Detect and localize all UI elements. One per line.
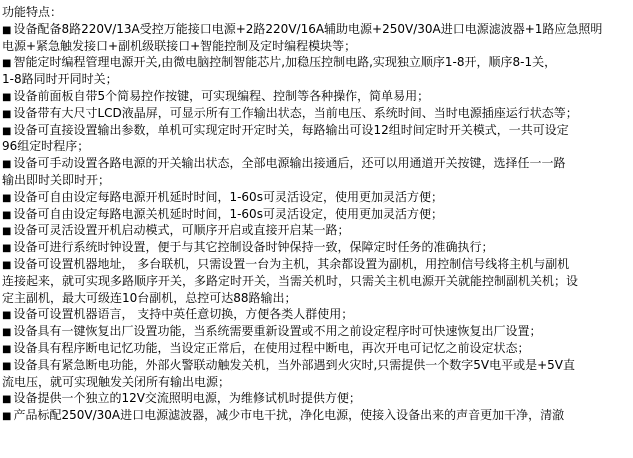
feature-text: 电源+紧急触发接口+副机级联接口+智能控制及定时编程模块等； [2, 38, 357, 53]
feature-text: 设备带有大尺寸LCD液晶屏，可显示所有工作输出状态，当前电压、系统时间、当时电源插座运行状态等； [13, 105, 578, 120]
feature-item [2, 206, 633, 223]
bullet-square-icon: ■ [2, 243, 12, 255]
bullet-square-icon: ■ [2, 192, 12, 204]
feature-text: 1-8路同时开同时关； [2, 72, 118, 87]
bullet-square-icon: ■ [2, 91, 12, 103]
bullet-square-icon: ■ [2, 58, 12, 70]
bullet-square-icon: ■ [2, 159, 12, 171]
bullet-square-icon: ■ [2, 394, 12, 406]
bullet-square-icon: ■ [2, 360, 12, 372]
feature-text: 输出即时关即时开； [2, 172, 111, 187]
feature-item [2, 88, 633, 105]
feature-text: 设备可自由设定每路电源开机延时时间，1-60s可灵活设定，使用更加灵活方便； [13, 189, 443, 204]
bullet-square-icon: ■ [2, 108, 12, 120]
feature-text: 设备可自由设定每路电源关机延时时间，1-60s可灵活设定，使用更加灵活方便； [13, 206, 443, 221]
feature-text: 智能定时编程管理电源开关,由微电脑控制智能芯片,加稳压控制电路,实现独立顺序1-8开，顺序8-1关， [13, 55, 557, 70]
feature-item-continuation [2, 138, 633, 155]
feature-heading: 功能特点： [2, 5, 63, 19]
bullet-square-icon: ■ [2, 411, 12, 423]
feature-text: 设备配备8路220V/13A受控万能接口电源+2路220V/16A辅助电源+250V/30A进口电源滤波器+1路应急照明 [13, 21, 603, 36]
bullet-square-icon: ■ [2, 259, 12, 271]
feature-item [2, 340, 633, 357]
feature-item-continuation [2, 374, 633, 391]
bullet-square-icon: ■ [2, 310, 12, 322]
feature-text: 设备具有一键恢复出厂设置功能，当系统需要重新设置或不用之前设定程序时可快速恢复出厂设置； [13, 324, 542, 339]
feature-text: 设备可设置机器语言， 支持中英任意切换，方便各类人群使用； [13, 307, 354, 322]
feature-item-continuation [2, 273, 633, 290]
feature-text: 96组定时程序； [2, 139, 90, 154]
feature-item-continuation [2, 290, 633, 307]
feature-item-continuation [2, 172, 633, 189]
feature-text: 设备可直接设置输出参数，单机可实现定时开定时关，每路输出可设12组时间定时开关模式，一共可设定 [13, 122, 569, 137]
bullet-square-icon: ■ [2, 327, 12, 339]
feature-text: 连接起来，就可实现多路顺序开关，多路定时开关，当需关机时，只需关主机电源开关就能控制副机关机；设 [2, 273, 579, 288]
feature-item [2, 189, 633, 206]
feature-item-continuation [2, 71, 633, 88]
bullet-square-icon: ■ [2, 209, 12, 221]
bullet-square-icon: ■ [2, 343, 12, 355]
feature-text: 设备提供一个独立的12V交流照明电源，为维修试机时提供方便； [13, 391, 361, 406]
feature-item-continuation [2, 38, 633, 55]
feature-text: 产品标配250V/30A进口电源滤波器，减少市电干扰，净化电源，使接入设备出来的声音更加干净，清澈 [13, 408, 565, 423]
feature-item [2, 407, 633, 424]
feature-text: 设备可手动设置各路电源的开关输出状态，全部电源输出接通后，还可以用通道开关按键，选择任一一路 [13, 156, 566, 171]
feature-item [2, 122, 633, 139]
bullet-square-icon: ■ [2, 24, 12, 36]
feature-item [2, 105, 633, 122]
feature-text: 设备可设置机器地址， 多台联机，只需设置一台为主机，其余都设置为副机，用控制信号线将主机与副机 [13, 256, 570, 271]
feature-text: 定主副机，最大可级连10台副机，总控可达88路输出； [2, 290, 297, 305]
feature-item [2, 21, 633, 38]
feature-text: 设备前面板自带5个简易控作按键，可实现编程、控制等各种操作，简单易用； [13, 88, 430, 103]
feature-text: 设备可灵活设置开机启动模式，可顺序开启或直接开启某一路； [13, 223, 350, 238]
bullet-square-icon: ■ [2, 125, 12, 137]
feature-item [2, 306, 633, 323]
feature-item [2, 222, 633, 239]
feature-text: 设备具有程序断电记忆功能，当设定正常后，在使用过程中断电，再次开电可记忆之前设定状态； [13, 340, 530, 355]
feature-text: 设备可进行系统时钟设置，便于与其它控制设备时钟保持一致，保障定时任务的准确执行； [13, 240, 494, 255]
feature-item [2, 390, 633, 407]
feature-item [2, 54, 633, 71]
feature-text: 设备具有紧急断电功能，外部火警联动触发关机，当外部遇到火灾时,只需提供一个数字5V电平或是+5V直 [13, 357, 576, 372]
feature-item [2, 239, 633, 256]
bullet-square-icon: ■ [2, 226, 12, 238]
feature-list [2, 21, 633, 424]
feature-item [2, 323, 633, 340]
feature-item [2, 256, 633, 273]
feature-item [2, 155, 633, 172]
feature-item [2, 357, 633, 374]
feature-text: 流电压，就可实现触发关闭所有输出电源； [2, 374, 231, 389]
